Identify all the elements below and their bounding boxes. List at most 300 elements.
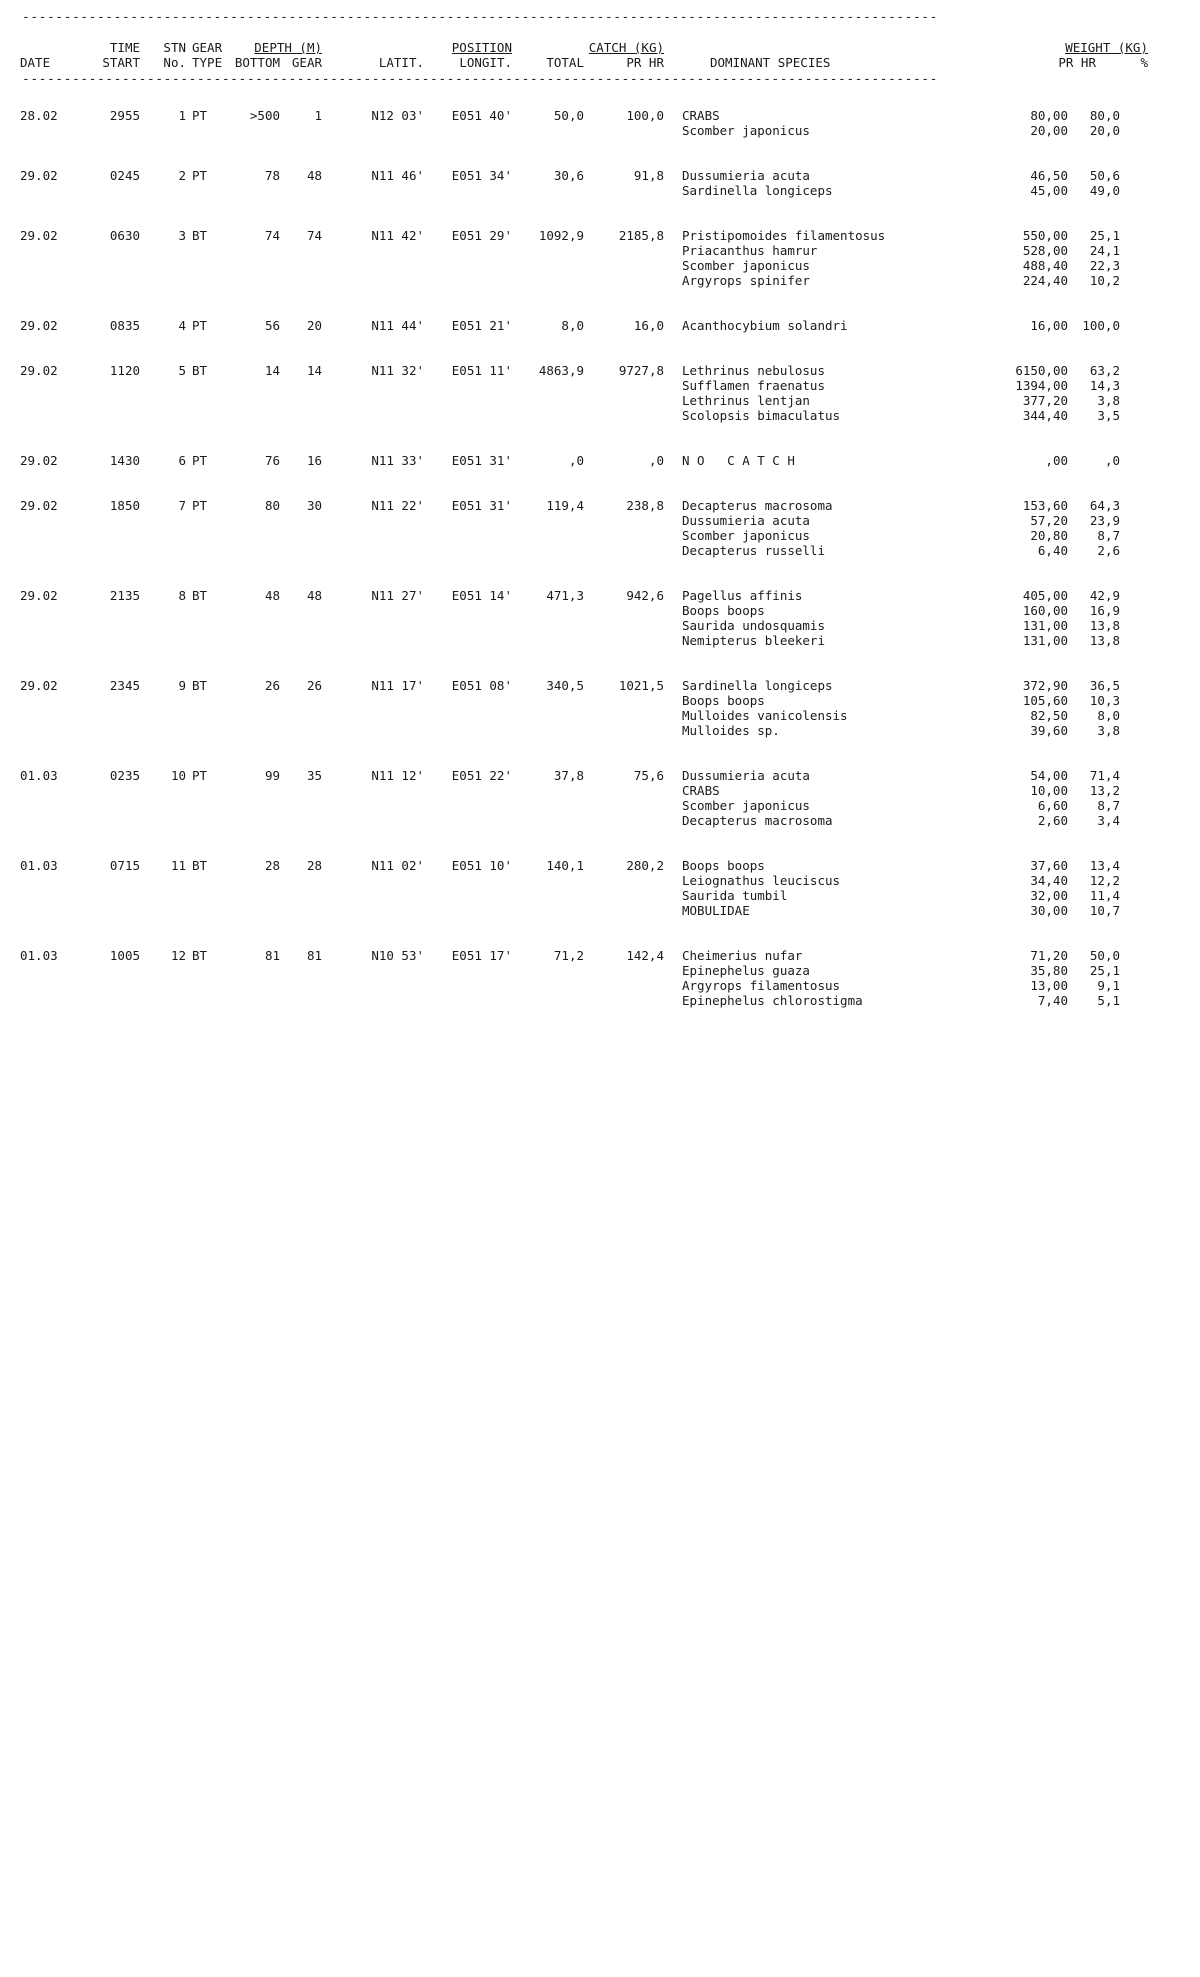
species-percent: 13,4 [1089,858,1120,873]
blank-bottom [226,813,280,828]
station-depth-gear: 30 [306,498,322,513]
species-name: Argyrops spinifer [682,273,810,288]
blank-lat [322,888,424,903]
blank-total [512,693,584,708]
station-gear-type: PT [192,318,208,333]
station-spacer-cell [12,648,1120,678]
station-depth-gear: 14 [306,363,322,378]
station-spacer [12,198,1120,228]
blank-lat [322,273,424,288]
station-catch-total: 50,0 [553,108,584,123]
station-depth-bottom: 81 [264,948,280,963]
station-date: 01.03 [20,948,58,963]
blank-bottom [226,963,280,978]
species-percent: 3,5 [1097,408,1120,423]
blank-depth-gear [280,243,322,258]
blank-bottom [226,693,280,708]
station-catch-total: 37,8 [553,768,584,783]
species-weight-pr-hr: 45,00 [1030,183,1068,198]
species-percent: 8,7 [1097,798,1120,813]
station-number: 1 [178,108,186,123]
station-gear-type: BT [192,228,208,243]
blank-lat [322,723,424,738]
blank-depth-gear [280,393,322,408]
blank-pr-hr [584,243,664,258]
species-weight-pr-hr: 550,00 [1022,228,1068,243]
species-percent: 80,0 [1089,108,1120,123]
station-depth-gear: 35 [306,768,322,783]
species-name: Argyrops filamentosus [682,978,841,993]
species-percent: 10,3 [1089,693,1120,708]
station-date: 01.03 [20,858,58,873]
header-blank-date [12,40,82,55]
blank-gear [186,408,226,423]
blank-gear [186,993,226,1008]
species-weight-pr-hr: 80,00 [1030,108,1068,123]
station-row [12,498,1120,513]
blank-total [512,633,584,648]
blank-time [82,963,150,978]
species-weight-pr-hr: 224,40 [1022,273,1068,288]
station-catch-pr-hr: 91,8 [633,168,664,183]
blank-lat [322,993,424,1008]
blank-pr-hr [584,618,664,633]
station-row [12,453,1120,468]
blank-bottom [226,978,280,993]
species-row [12,273,1120,288]
station-latitude: N11 12' [371,768,424,783]
species-percent: 24,1 [1089,243,1120,258]
blank-time [82,798,150,813]
blank-bottom [226,513,280,528]
species-weight-pr-hr: 528,00 [1022,243,1068,258]
station-latitude: N11 46' [371,168,424,183]
blank-lat [322,693,424,708]
blank-depth-gear [280,378,322,393]
blank-lat [322,708,424,723]
station-catch-total: 8,0 [561,318,584,333]
blank-total [512,243,584,258]
blank-bottom [226,243,280,258]
blank-time [82,243,150,258]
station-depth-gear: 20 [306,318,322,333]
blank-stn [150,618,186,633]
blank-depth-gear [280,723,322,738]
species-weight-pr-hr: 131,00 [1022,618,1068,633]
header-start: START [102,55,140,70]
blank-lon [424,243,512,258]
species-percent: 50,6 [1089,168,1120,183]
blank-gear [186,723,226,738]
station-time-start: 1120 [109,363,140,378]
species-name: Epinephelus guaza [682,963,810,978]
blank-pr-hr [584,513,664,528]
blank-date [12,543,82,558]
species-row [12,783,1120,798]
blank-bottom [226,888,280,903]
station-catch-total: ,0 [568,453,584,468]
blank-pr-hr [584,993,664,1008]
blank-depth-gear [280,543,322,558]
blank-lat [322,528,424,543]
species-row [12,903,1120,918]
blank-gear [186,633,226,648]
blank-lat [322,258,424,273]
species-weight-pr-hr: 16,00 [1030,318,1068,333]
blank-bottom [226,993,280,1008]
station-longitude: E051 22' [451,768,512,783]
species-weight-pr-hr: 82,50 [1030,708,1068,723]
header-weight-pr-hr: PR HR [1058,55,1096,70]
blank-gear [186,903,226,918]
station-catch-total: 119,4 [546,498,584,513]
blank-gear [186,273,226,288]
blank-total [512,183,584,198]
station-latitude: N11 27' [371,588,424,603]
blank-lon [424,528,512,543]
station-depth-gear: 1 [314,108,322,123]
species-percent: ,0 [1104,453,1120,468]
station-latitude: N11 17' [371,678,424,693]
blank-stn [150,123,186,138]
station-number: 7 [178,498,186,513]
header-date: DATE [20,55,51,70]
station-depth-bottom: 14 [264,363,280,378]
blank-bottom [226,378,280,393]
blank-stn [150,888,186,903]
blank-lon [424,603,512,618]
species-percent: 3,8 [1097,393,1120,408]
species-row [12,888,1120,903]
blank-stn [150,603,186,618]
blank-total [512,603,584,618]
blank-time [82,723,150,738]
species-weight-pr-hr: 10,00 [1030,783,1068,798]
station-time-start: 1850 [109,498,140,513]
station-latitude: N11 42' [371,228,424,243]
blank-pr-hr [584,708,664,723]
blank-pr-hr [584,393,664,408]
blank-time [82,708,150,723]
blank-stn [150,393,186,408]
station-gear-type: BT [192,948,208,963]
station-time-start: 1430 [109,453,140,468]
blank-stn [150,978,186,993]
blank-date [12,978,82,993]
species-percent: 63,2 [1089,363,1120,378]
station-row [12,948,1120,963]
station-depth-bottom: 56 [264,318,280,333]
species-name: Scomber japonicus [682,258,810,273]
species-percent: 64,3 [1089,498,1120,513]
header-position: POSITION [451,40,512,55]
blank-lon [424,798,512,813]
blank-time [82,378,150,393]
blank-date [12,603,82,618]
species-percent: 13,2 [1089,783,1120,798]
species-percent: 8,7 [1097,528,1120,543]
station-time-start: 2345 [109,678,140,693]
species-row [12,378,1120,393]
blank-date [12,618,82,633]
blank-gear [186,183,226,198]
blank-time [82,873,150,888]
species-name: Scolopsis bimaculatus [682,408,841,423]
blank-stn [150,723,186,738]
blank-depth-gear [280,528,322,543]
blank-pr-hr [584,603,664,618]
station-latitude: N11 22' [371,498,424,513]
station-latitude: N12 03' [371,108,424,123]
species-name: Decapterus macrosoma [682,813,833,828]
station-latitude: N10 53' [371,948,424,963]
blank-stn [150,258,186,273]
station-spacer [12,333,1120,363]
station-depth-gear: 26 [306,678,322,693]
header-depth-m: DEPTH (M) [254,40,322,55]
blank-total [512,978,584,993]
species-percent: 100,0 [1082,318,1120,333]
blank-gear [186,708,226,723]
station-depth-gear: 48 [306,588,322,603]
header-percent: % [1140,55,1148,70]
species-percent: 49,0 [1089,183,1120,198]
blank-depth-gear [280,693,322,708]
species-row [12,543,1120,558]
blank-gear [186,618,226,633]
station-row [12,858,1120,873]
blank-depth-gear [280,273,322,288]
station-date: 29.02 [20,228,58,243]
species-percent: 42,9 [1089,588,1120,603]
station-longitude: E051 31' [451,453,512,468]
station-longitude: E051 10' [451,858,512,873]
blank-lat [322,123,424,138]
blank-total [512,273,584,288]
species-weight-pr-hr: 34,40 [1030,873,1068,888]
species-name: MOBULIDAE [682,903,750,918]
blank-time [82,273,150,288]
blank-total [512,393,584,408]
blank-depth-gear [280,618,322,633]
station-latitude: N11 02' [371,858,424,873]
station-latitude: N11 32' [371,363,424,378]
species-row [12,408,1120,423]
header-blank-species [664,40,1010,55]
blank-total [512,543,584,558]
blank-lat [322,543,424,558]
blank-lat [322,243,424,258]
blank-gear [186,963,226,978]
blank-lon [424,633,512,648]
blank-gear [186,543,226,558]
species-weight-pr-hr: 57,20 [1030,513,1068,528]
blank-date [12,783,82,798]
species-name: CRABS [682,783,720,798]
species-name: Leiognathus leuciscus [682,873,841,888]
station-gear-type: BT [192,363,208,378]
species-percent: 11,4 [1089,888,1120,903]
station-gear-type: BT [192,588,208,603]
blank-pr-hr [584,258,664,273]
species-percent: 14,3 [1089,378,1120,393]
station-date: 29.02 [20,678,58,693]
blank-depth-gear [280,873,322,888]
top-divider-rule: -------------------------------------------------------------------------------------------------------------- [22,10,938,25]
blank-stn [150,243,186,258]
species-name: Boops boops [682,603,765,618]
species-name: Saurida tumbil [682,888,788,903]
station-spacer [12,558,1120,588]
station-date: 28.02 [20,108,58,123]
blank-pr-hr [584,408,664,423]
blank-lon [424,408,512,423]
station-row [12,678,1120,693]
species-weight-pr-hr: 7,40 [1037,993,1068,1008]
blank-time [82,123,150,138]
station-depth-bottom: 48 [264,588,280,603]
blank-date [12,888,82,903]
station-catch-total: 471,3 [546,588,584,603]
station-catch-pr-hr: ,0 [648,453,664,468]
blank-stn [150,993,186,1008]
station-time-start: 0235 [109,768,140,783]
blank-pr-hr [584,543,664,558]
blank-time [82,903,150,918]
species-weight-pr-hr: 6,60 [1037,798,1068,813]
blank-date [12,873,82,888]
species-row [12,618,1120,633]
blank-time [82,183,150,198]
station-longitude: E051 08' [451,678,512,693]
blank-time [82,693,150,708]
blank-gear [186,393,226,408]
blank-gear [186,813,226,828]
species-row [12,798,1120,813]
species-weight-pr-hr: ,00 [1045,453,1068,468]
blank-stn [150,813,186,828]
species-percent: 71,4 [1089,768,1120,783]
station-time-start: 2955 [109,108,140,123]
blank-date [12,693,82,708]
station-depth-bottom: 74 [264,228,280,243]
blank-gear [186,888,226,903]
species-name: Decapterus russelli [682,543,825,558]
blank-depth-gear [280,963,322,978]
station-spacer-cell [12,198,1120,228]
blank-stn [150,273,186,288]
blank-pr-hr [584,693,664,708]
species-row [12,258,1120,273]
species-row [12,963,1120,978]
blank-bottom [226,783,280,798]
blank-gear [186,513,226,528]
species-row [12,813,1120,828]
species-row [12,693,1120,708]
station-catch-pr-hr: 280,2 [626,858,664,873]
station-spacer-cell [12,918,1120,948]
header-catch-kg: CATCH (KG) [588,40,664,55]
blank-pr-hr [584,963,664,978]
blank-bottom [226,273,280,288]
blank-lon [424,978,512,993]
header-gear: GEAR [192,40,223,55]
blank-pr-hr [584,978,664,993]
species-name: CRABS [682,108,720,123]
species-percent: 13,8 [1089,618,1120,633]
station-spacer [12,828,1120,858]
blank-date [12,798,82,813]
station-row [12,588,1120,603]
blank-total [512,798,584,813]
blank-lat [322,813,424,828]
header-time: TIME [109,40,140,55]
species-name: Priacanthus hamrur [682,243,818,258]
station-depth-gear: 81 [306,948,322,963]
station-depth-gear: 28 [306,858,322,873]
header-catch-pr-hr: PR HR [626,55,664,70]
station-gear-type: BT [192,858,208,873]
station-depth-gear: 16 [306,453,322,468]
species-weight-pr-hr: 54,00 [1030,768,1068,783]
blank-gear [186,243,226,258]
blank-bottom [226,633,280,648]
blank-lat [322,963,424,978]
station-longitude: E051 14' [451,588,512,603]
blank-depth-gear [280,903,322,918]
blank-depth-gear [280,708,322,723]
station-spacer-cell [12,333,1120,363]
blank-depth-gear [280,888,322,903]
blank-bottom [226,903,280,918]
station-catch-pr-hr: 100,0 [626,108,664,123]
species-name: Mulloides sp. [682,723,780,738]
header-weight-kg: WEIGHT (KG) [1065,40,1148,55]
blank-date [12,633,82,648]
blank-stn [150,963,186,978]
station-longitude: E051 29' [451,228,512,243]
blank-lat [322,618,424,633]
species-weight-pr-hr: 405,00 [1022,588,1068,603]
station-number: 9 [178,678,186,693]
blank-date [12,513,82,528]
blank-depth-gear [280,408,322,423]
station-time-start: 0245 [109,168,140,183]
blank-pr-hr [584,888,664,903]
station-gear-type: PT [192,498,208,513]
species-row [12,183,1120,198]
blank-date [12,993,82,1008]
blank-lat [322,408,424,423]
blank-lat [322,603,424,618]
blank-stn [150,378,186,393]
station-spacer-cell [12,738,1120,768]
blank-pr-hr [584,903,664,918]
station-number: 11 [170,858,186,873]
blank-bottom [226,603,280,618]
header-total: TOTAL [546,55,584,70]
header-bottom: BOTTOM [234,55,280,70]
species-weight-pr-hr: 344,40 [1022,408,1068,423]
station-gear-type: PT [192,453,208,468]
blank-total [512,123,584,138]
blank-stn [150,873,186,888]
station-spacer-cell [12,828,1120,858]
blank-bottom [226,528,280,543]
species-name: Sardinella longiceps [682,183,833,198]
station-spacer [12,288,1120,318]
species-percent: 16,9 [1089,603,1120,618]
